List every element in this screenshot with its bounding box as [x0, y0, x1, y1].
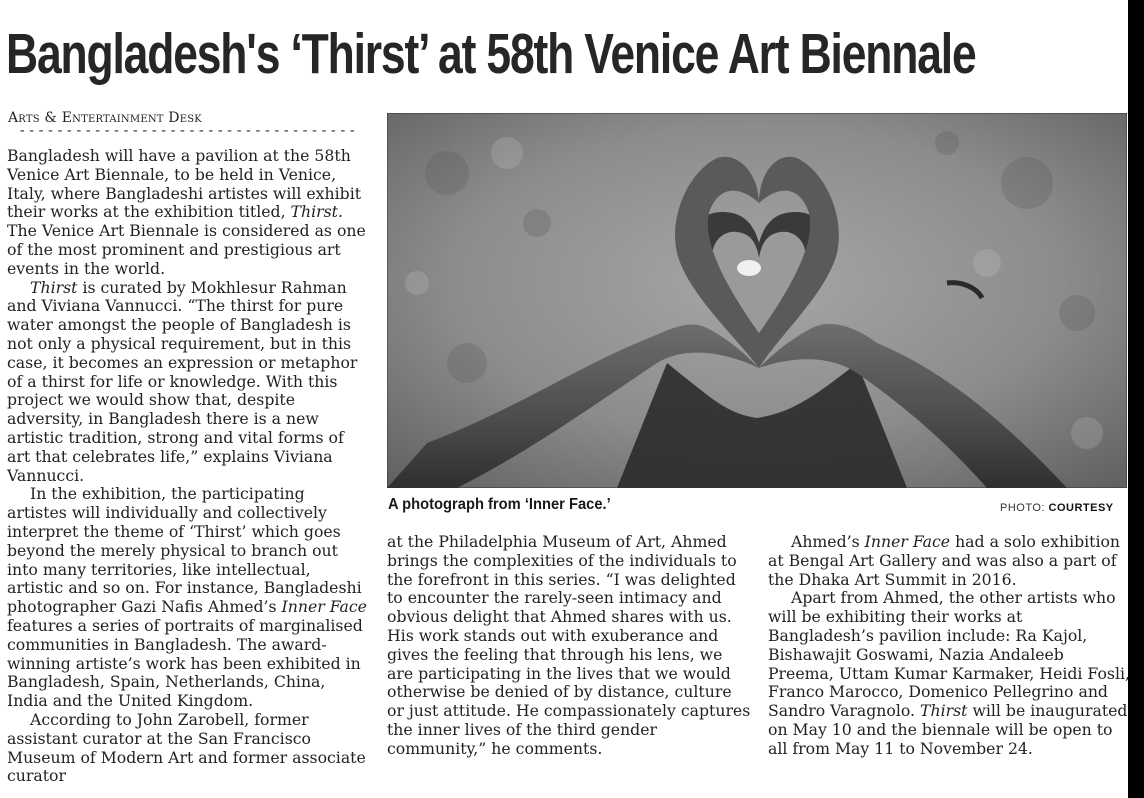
- article-column-2: [387, 533, 751, 759]
- photo-caption: A photograph from ‘Inner Face.’: [388, 496, 611, 513]
- headline: Bangladesh's ‘Thirst’ at 58th Venice Art Biennale: [6, 22, 976, 86]
- article-photo: [387, 113, 1127, 488]
- heart-hands-image: [387, 113, 1127, 488]
- byline-divider: ------------------------------------: [18, 124, 358, 138]
- photo-credit: PHOTO: COURTESY: [1000, 502, 1114, 514]
- paragraph: Ahmed’s Inner Face had a solo exhibition at Bengal Art Gallery and was also a part of the Dhaka Art Summit in 2016.: [768, 532, 1121, 589]
- paragraph: at the Philadelphia Museum of Art, Ahmed brings the complexities of the individuals to the forefront in this series. “I was delighted to encounter the rarely-seen intimacy and obvious delight that Ahmed shares with us. His work stands out with exuberance and gives the feeling that through his lens, we are participating in the lives that we would otherwise be denied of by distance, culture or just attitude. He compassionately captures the inner lives of the third gender community,” he comments.: [387, 532, 751, 758]
- article-column-1: [7, 147, 369, 786]
- paragraph: In the exhibition, the participating artistes will individually and collectively interpret the theme of ‘Thirst’ which goes beyond the merely physical to branch out into many territories, like intellectual, artistic and so on. For instance, Bangladeshi photographer Gazi Nafis Ahmed’s Inner Face features a series of portraits of marginalised communities in Bangladesh. The award-winning artiste’s work has been exhibited in Bangladesh, Spain, Netherlands, China, India and the United Kingdom.: [7, 484, 367, 711]
- page-edge-strip: [1128, 0, 1144, 798]
- byline: Arts & Entertainment Desk: [8, 110, 202, 126]
- paragraph: According to John Zarobell, former assistant curator at the San Francisco Museum of Modern Art and former associate curator: [7, 709, 366, 786]
- article-column-3: [768, 533, 1130, 759]
- paragraph: Bangladesh will have a pavilion at the 58th Venice Art Biennale, to be held in Venice, Italy, where Bangladeshi artistes will exhibit their works at the exhibition titled, Thirst. The Venice Art Biennale is considered as one of the most prominent and prestigious art events in the world.: [7, 146, 366, 278]
- paragraph: Apart from Ahmed, the other artists who will be exhibiting their works at Bangladesh’s pavilion include: Ra Kajol, Bishawajit Goswami, Nazia Andaleeb Preema, Uttam Kumar Karmaker, Heidi Fosli, Franco Marocco, Domenico Pellegrino and Sandro Varagnolo. Thirst will be inaugurated on May 10 and the biennale will be open to all from May 11 to November 24.: [768, 588, 1130, 758]
- paragraph: Thirst is curated by Mokhlesur Rahman and Viviana Vannucci. “The thirst for pure water amongst the people of Bangladesh is not only a physical requirement, but in this case, it becomes an expression or metaphor of a thirst for life or knowledge. With this project we would show that, despite adversity, in Bangladesh there is a new artistic tradition, strong and vital forms of art that celebrates life,” explains Viviana Vannucci.: [7, 277, 358, 485]
